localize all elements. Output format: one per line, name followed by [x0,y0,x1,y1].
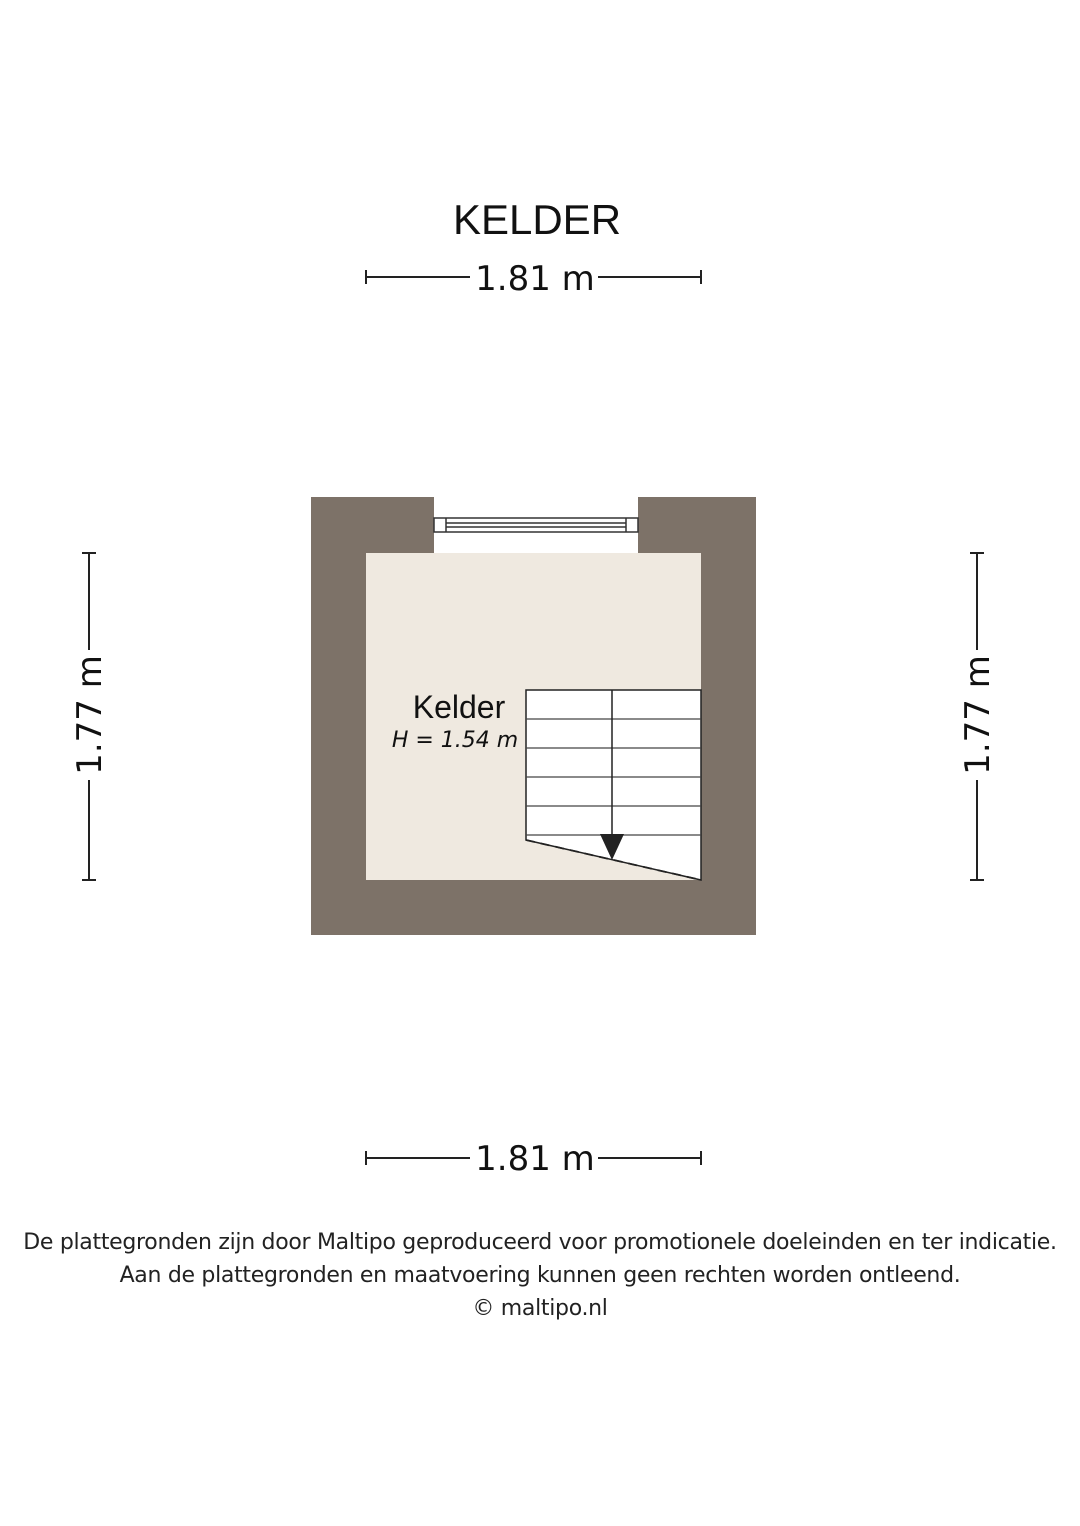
window [434,518,638,532]
dimension-right-label: 1.77 m [958,655,998,775]
disclaimer-copyright: © maltipo.nl [472,1296,608,1321]
room-name: Kelder [412,689,506,725]
dimension-top-label: 1.81 m [475,259,595,299]
disclaimer-line-2: Aan de plattegronden en maatvoering kunnen geen rechten worden ontleend. [119,1263,961,1288]
dimension-bottom-label: 1.81 m [475,1139,595,1179]
disclaimer-line-1: De plattegronden zijn door Maltipo geproduceerd voor promotionele doeleinden en ter indicatie. [23,1230,1057,1255]
dimension-left-label: 1.77 m [70,655,110,775]
room-height: H = 1.54 m [391,728,519,753]
floor-title: KELDER [452,196,622,243]
